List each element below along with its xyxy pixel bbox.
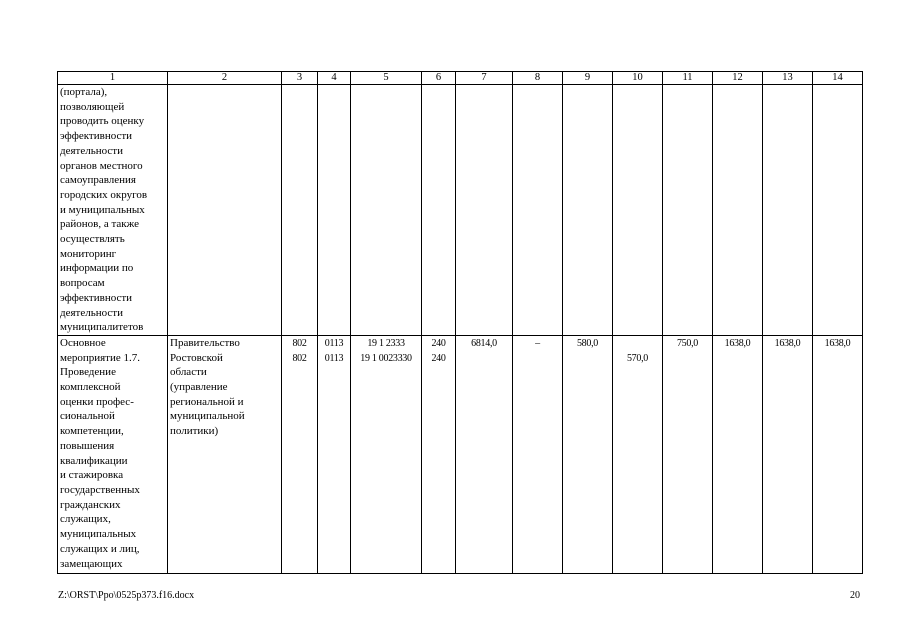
budget-table — [57, 71, 863, 574]
empty-cell — [456, 85, 513, 336]
measure-description-cell — [58, 85, 168, 336]
text-line: осуществлять — [60, 233, 125, 246]
spacer — [615, 336, 660, 351]
empty-cell — [318, 85, 351, 336]
text-line: служащих и лиц, — [60, 542, 140, 555]
page-number: 20 — [850, 590, 860, 601]
measure-description-cell — [58, 335, 168, 573]
header-cell: 10 — [613, 72, 663, 85]
text-line: самоуправления — [60, 174, 136, 187]
code-value: 0113 — [324, 352, 344, 364]
amount-cell — [713, 335, 763, 573]
empty-cell — [563, 85, 613, 336]
empty-cell — [422, 85, 456, 336]
text-line: эффективности — [60, 291, 133, 304]
text-line: Ростовской — [170, 351, 223, 364]
amount-value: 6814,0 — [471, 337, 497, 349]
code-value: 240 — [431, 337, 446, 349]
text-line: Правительство — [170, 336, 240, 349]
target-article-cell — [351, 335, 422, 573]
text-line: муниципалитетов — [60, 321, 144, 334]
empty-cell — [663, 85, 713, 336]
amount-value: 1638,0 — [824, 337, 851, 349]
file-path-footer: Z:\ORST\Ppo\0525p373.f16.docx — [58, 590, 195, 601]
table-row — [58, 85, 863, 336]
text-line: (портала), — [60, 86, 108, 98]
text-line: служащих, — [60, 513, 111, 526]
amount-value: 1638,0 — [724, 337, 751, 349]
code-value: 240 — [431, 352, 446, 364]
empty-cell — [813, 85, 863, 336]
header-cell: 1 — [58, 72, 168, 85]
text-line: мониторинг — [60, 247, 117, 260]
amount-value: 1638,0 — [774, 337, 801, 349]
header-cell: 12 — [713, 72, 763, 85]
text-line: замещающих — [60, 557, 123, 570]
text-line: гражданских — [60, 498, 121, 511]
text-line: городских округов — [60, 188, 148, 201]
amount-cell — [613, 335, 663, 573]
header-cell: 2 — [168, 72, 282, 85]
text-line: (управление — [170, 381, 228, 394]
text-line: деятельности — [60, 306, 123, 319]
header-cell: 7 — [456, 72, 513, 85]
executor-cell — [168, 335, 282, 573]
text-line: квалификации — [60, 454, 128, 467]
amount-cell — [563, 335, 613, 573]
text-line: политики) — [170, 425, 219, 438]
amount-value: 750,0 — [676, 337, 698, 349]
text-line: позволяющей — [60, 100, 125, 113]
header-cell: 9 — [563, 72, 613, 85]
amount-cell — [663, 335, 713, 573]
text-line: информации по — [60, 262, 134, 275]
header-cell: 5 — [351, 72, 422, 85]
text-line: органов местного — [60, 159, 143, 172]
text-line: Проведение — [60, 366, 116, 379]
empty-cell — [351, 85, 422, 336]
text-line: и муниципальных — [60, 203, 145, 216]
empty-cell — [713, 85, 763, 336]
empty-cell — [282, 85, 318, 336]
text-line: районов, а также — [60, 218, 139, 231]
empty-cell — [168, 85, 282, 336]
text-line: повышения — [60, 439, 115, 452]
empty-cell — [763, 85, 813, 336]
header-cell: 13 — [763, 72, 813, 85]
expense-type-cell — [422, 335, 456, 573]
amount-cell — [813, 335, 863, 573]
code-value: 802 — [292, 337, 307, 349]
amount-cell — [513, 335, 563, 573]
text-line: муниципальных — [60, 528, 137, 541]
code-value: 0113 — [324, 337, 344, 349]
section-code-cell — [318, 335, 351, 573]
text-line: комплексной — [60, 381, 121, 394]
table-row — [58, 335, 863, 573]
text-line: области — [170, 366, 207, 379]
text-line: сиональной — [60, 410, 115, 423]
grbs-code-cell — [282, 335, 318, 573]
amount-value: 570,0 — [626, 352, 648, 364]
header-cell: 11 — [663, 72, 713, 85]
code-value: 19 1 2333 — [367, 337, 405, 349]
text-line: и стажировка — [60, 469, 124, 482]
code-value: 802 — [292, 352, 307, 364]
text-line: оценки профес- — [60, 395, 134, 408]
text-line: проводить оценку — [60, 115, 145, 128]
empty-cell — [513, 85, 563, 336]
header-cell: 3 — [282, 72, 318, 85]
text-line: региональной и — [170, 395, 244, 408]
amount-value: – — [535, 337, 540, 349]
header-cell: 8 — [513, 72, 563, 85]
total-amount-cell — [456, 335, 513, 573]
text-line: деятельности — [60, 144, 123, 157]
code-value: 19 1 0023330 — [360, 352, 412, 364]
text-line: вопросам — [60, 277, 105, 290]
text-line: эффективности — [60, 130, 133, 143]
text-line: государственных — [60, 483, 140, 496]
empty-cell — [613, 85, 663, 336]
amount-value: 580,0 — [576, 337, 598, 349]
text-line: мероприятие 1.7. — [60, 351, 141, 364]
table-header-row — [58, 72, 863, 85]
header-cell: 6 — [422, 72, 456, 85]
text-line: муниципальной — [170, 410, 245, 423]
text-line: Основное — [60, 336, 106, 349]
header-cell: 14 — [813, 72, 863, 85]
header-cell: 4 — [318, 72, 351, 85]
amount-cell — [763, 335, 813, 573]
text-line: компетенции, — [60, 425, 124, 438]
